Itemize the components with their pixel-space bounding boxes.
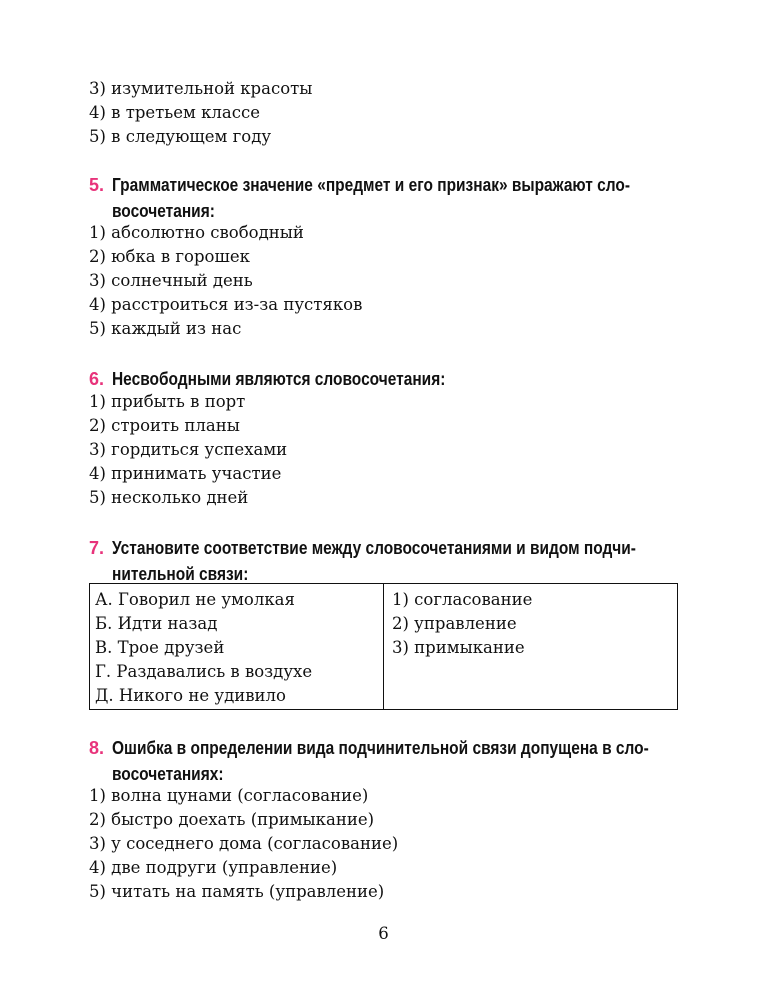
question-8-number: 8.	[89, 738, 105, 758]
question-5-text	[112, 172, 631, 224]
match-left-item-b: Б. Идти назад	[95, 614, 218, 633]
match-left-item-g: Г. Раздавались в воздухе	[95, 662, 313, 681]
question-5-line-2: восочетания:	[112, 201, 215, 221]
question-6-option-5: 5) несколько дней	[89, 488, 249, 507]
question-5-option-5: 5) каждый из нас	[89, 319, 242, 338]
question-8-text	[112, 735, 649, 787]
question-5-number: 5.	[89, 175, 105, 195]
question-8-option-3: 3) у соседнего дома (согласование)	[89, 834, 399, 853]
matching-table	[89, 583, 678, 710]
match-right-item-3: 3) примыкание	[392, 638, 525, 657]
question-8-line-1: Ошибка в определении вида подчинительной связи допущена в сло-	[112, 738, 649, 758]
question-8-option-5: 5) читать на память (управление)	[89, 882, 385, 901]
page-number: 6	[378, 924, 389, 943]
question-6-line-1: Несвободными являются словосочетания:	[112, 369, 446, 389]
question-6-option-1: 1) прибыть в порт	[89, 392, 246, 411]
table-divider	[383, 584, 384, 709]
question-6-option-4: 4) принимать участие	[89, 464, 282, 483]
question-6-text	[112, 366, 602, 392]
question-7-line-2: нительной связи:	[112, 564, 249, 584]
question-5-option-3: 3) солнечный день	[89, 271, 253, 290]
question-6-option-3: 3) гордиться успехами	[89, 440, 288, 459]
top-option-4: 4) в третьем классе	[89, 103, 261, 122]
match-right-item-2: 2) управление	[392, 614, 517, 633]
question-7-text	[112, 535, 636, 587]
match-right-item-1: 1) согласование	[392, 590, 533, 609]
question-7-line-1: Установите соответствие между словосочетаниями и видом подчи-	[112, 538, 636, 558]
question-8-option-4: 4) две подруги (управление)	[89, 858, 338, 877]
question-7-number: 7.	[89, 538, 105, 558]
question-5-option-2: 2) юбка в горошек	[89, 247, 250, 266]
top-option-5: 5) в следующем году	[89, 127, 272, 146]
top-option-3: 3) изумительной красоты	[89, 79, 313, 98]
question-8-line-2: восочетаниях:	[112, 764, 224, 784]
match-left-item-v: В. Трое друзей	[95, 638, 225, 657]
question-6-option-2: 2) строить планы	[89, 416, 240, 435]
match-left-item-a: А. Говорил не умолкая	[95, 590, 295, 609]
question-6-number: 6.	[89, 369, 105, 389]
question-8-option-2: 2) быстро доехать (примыкание)	[89, 810, 375, 829]
question-5-option-1: 1) абсолютно свободный	[89, 223, 304, 242]
match-left-item-d: Д. Никого не удивило	[95, 686, 286, 705]
question-5-option-4: 4) расстроиться из-за пустяков	[89, 295, 363, 314]
question-8-option-1: 1) волна цунами (согласование)	[89, 786, 369, 805]
question-5-line-1: Грамматическое значение «предмет и его признак» выражают сло-	[112, 175, 631, 195]
